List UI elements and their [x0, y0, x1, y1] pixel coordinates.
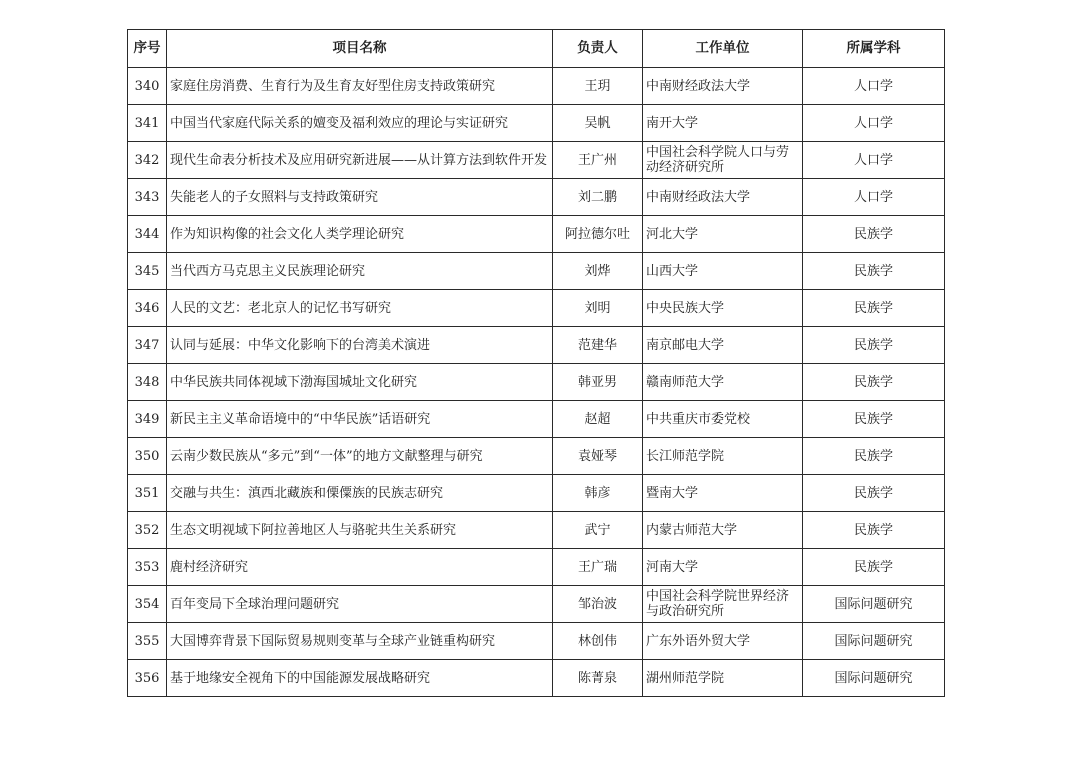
header-subject: 所属学科	[803, 30, 945, 68]
cell-leader: 韩亚男	[553, 364, 643, 401]
cell-leader: 范建华	[553, 327, 643, 364]
cell-title: 大国博弈背景下国际贸易规则变革与全球产业链重构研究	[167, 623, 553, 660]
cell-unit: 河南大学	[643, 549, 803, 586]
cell-subject: 民族学	[803, 401, 945, 438]
cell-unit: 内蒙古师范大学	[643, 512, 803, 549]
cell-unit: 中南财经政法大学	[643, 179, 803, 216]
cell-no: 346	[128, 290, 167, 327]
cell-unit: 山西大学	[643, 253, 803, 290]
header-no: 序号	[128, 30, 167, 68]
cell-title: 人民的文艺：老北京人的记忆书写研究	[167, 290, 553, 327]
cell-leader: 刘二鹏	[553, 179, 643, 216]
cell-leader: 邹治波	[553, 586, 643, 623]
cell-subject: 民族学	[803, 512, 945, 549]
table-row	[128, 216, 945, 253]
cell-title: 认同与延展：中华文化影响下的台湾美术演进	[167, 327, 553, 364]
cell-no: 348	[128, 364, 167, 401]
header-leader: 负责人	[553, 30, 643, 68]
cell-unit: 南开大学	[643, 105, 803, 142]
cell-subject: 人口学	[803, 105, 945, 142]
project-table	[127, 29, 945, 697]
cell-no: 355	[128, 623, 167, 660]
cell-leader: 陈菁泉	[553, 660, 643, 697]
table-row	[128, 660, 945, 697]
cell-unit: 长江师范学院	[643, 438, 803, 475]
cell-unit: 中南财经政法大学	[643, 68, 803, 105]
cell-unit: 湖州师范学院	[643, 660, 803, 697]
cell-no: 342	[128, 142, 167, 179]
cell-subject: 民族学	[803, 549, 945, 586]
cell-leader: 吴帆	[553, 105, 643, 142]
cell-unit: 中央民族大学	[643, 290, 803, 327]
cell-title: 基于地缘安全视角下的中国能源发展战略研究	[167, 660, 553, 697]
cell-unit: 暨南大学	[643, 475, 803, 512]
table-row	[128, 327, 945, 364]
header-title: 项目名称	[167, 30, 553, 68]
cell-unit: 河北大学	[643, 216, 803, 253]
table-row	[128, 105, 945, 142]
cell-leader: 袁娅琴	[553, 438, 643, 475]
cell-leader: 王广瑞	[553, 549, 643, 586]
cell-title: 中华民族共同体视域下渤海国城址文化研究	[167, 364, 553, 401]
cell-title: 中国当代家庭代际关系的嬗变及福利效应的理论与实证研究	[167, 105, 553, 142]
header-unit: 工作单位	[643, 30, 803, 68]
cell-subject: 民族学	[803, 290, 945, 327]
cell-subject: 国际问题研究	[803, 586, 945, 623]
table-row	[128, 512, 945, 549]
cell-subject: 人口学	[803, 142, 945, 179]
table-row	[128, 290, 945, 327]
cell-subject: 国际问题研究	[803, 623, 945, 660]
cell-title: 现代生命表分析技术及应用研究新进展——从计算方法到软件开发	[167, 142, 553, 179]
cell-subject: 民族学	[803, 364, 945, 401]
cell-no: 347	[128, 327, 167, 364]
cell-title: 失能老人的子女照料与支持政策研究	[167, 179, 553, 216]
cell-subject: 国际问题研究	[803, 660, 945, 697]
header-row	[128, 30, 945, 68]
cell-no: 356	[128, 660, 167, 697]
cell-title: 生态文明视域下阿拉善地区人与骆驼共生关系研究	[167, 512, 553, 549]
table-row	[128, 179, 945, 216]
table-row	[128, 253, 945, 290]
cell-no: 341	[128, 105, 167, 142]
cell-title: 当代西方马克思主义民族理论研究	[167, 253, 553, 290]
cell-no: 354	[128, 586, 167, 623]
table-row	[128, 438, 945, 475]
table-row	[128, 475, 945, 512]
cell-subject: 民族学	[803, 253, 945, 290]
cell-subject: 民族学	[803, 475, 945, 512]
table-row	[128, 549, 945, 586]
cell-leader: 王广州	[553, 142, 643, 179]
cell-subject: 民族学	[803, 438, 945, 475]
table-row	[128, 623, 945, 660]
cell-no: 353	[128, 549, 167, 586]
cell-title: 百年变局下全球治理问题研究	[167, 586, 553, 623]
cell-title: 新民主主义革命语境中的“中华民族”话语研究	[167, 401, 553, 438]
cell-title: 作为知识构像的社会文化人类学理论研究	[167, 216, 553, 253]
table-row	[128, 364, 945, 401]
table-row	[128, 68, 945, 105]
cell-title: 交融与共生：滇西北藏族和傈僳族的民族志研究	[167, 475, 553, 512]
cell-unit: 中共重庆市委党校	[643, 401, 803, 438]
cell-no: 344	[128, 216, 167, 253]
cell-no: 351	[128, 475, 167, 512]
cell-leader: 韩彦	[553, 475, 643, 512]
cell-no: 350	[128, 438, 167, 475]
table-row	[128, 142, 945, 179]
cell-unit: 赣南师范大学	[643, 364, 803, 401]
cell-subject: 人口学	[803, 68, 945, 105]
cell-leader: 林创伟	[553, 623, 643, 660]
cell-leader: 王玥	[553, 68, 643, 105]
table-body	[128, 68, 945, 697]
cell-unit: 中国社会科学院世界经济与政治研究所	[643, 586, 803, 623]
cell-title: 家庭住房消费、生育行为及生育友好型住房支持政策研究	[167, 68, 553, 105]
cell-title: 鹿村经济研究	[167, 549, 553, 586]
cell-subject: 民族学	[803, 327, 945, 364]
cell-unit: 广东外语外贸大学	[643, 623, 803, 660]
cell-no: 343	[128, 179, 167, 216]
cell-subject: 民族学	[803, 216, 945, 253]
cell-unit: 中国社会科学院人口与劳动经济研究所	[643, 142, 803, 179]
table-row	[128, 586, 945, 623]
cell-subject: 人口学	[803, 179, 945, 216]
cell-leader: 武宁	[553, 512, 643, 549]
cell-no: 349	[128, 401, 167, 438]
cell-no: 340	[128, 68, 167, 105]
cell-leader: 刘烨	[553, 253, 643, 290]
cell-unit: 南京邮电大学	[643, 327, 803, 364]
cell-leader: 刘明	[553, 290, 643, 327]
cell-leader: 赵超	[553, 401, 643, 438]
cell-no: 352	[128, 512, 167, 549]
cell-title: 云南少数民族从“多元”到“一体”的地方文献整理与研究	[167, 438, 553, 475]
table-row	[128, 401, 945, 438]
cell-leader: 阿拉德尔吐	[553, 216, 643, 253]
cell-no: 345	[128, 253, 167, 290]
